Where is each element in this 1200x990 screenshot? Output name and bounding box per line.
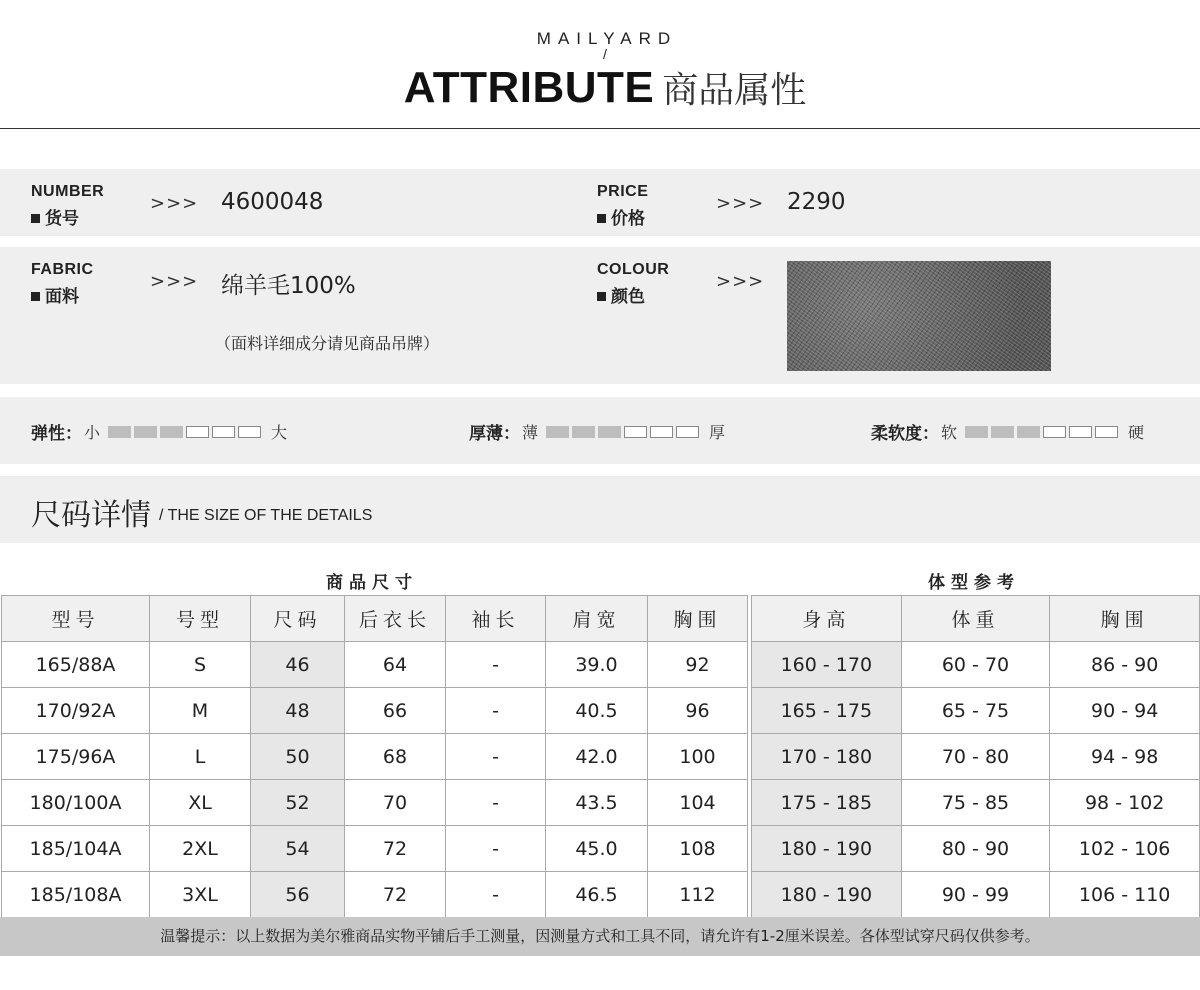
table-cell: 60 - 70: [901, 642, 1050, 688]
table-cell: XL: [150, 780, 251, 826]
attribute-row-number-price: [0, 169, 1200, 236]
table-row: [2, 826, 748, 872]
table-cell: 185/108A: [2, 872, 150, 918]
table-cell: -: [446, 826, 546, 872]
attribute-row-fabric-colour: [0, 247, 1200, 384]
column-header: 肩宽: [546, 596, 648, 642]
table-cell: 108: [648, 826, 748, 872]
table-cell: 50: [251, 734, 345, 780]
table-cell: 180/100A: [2, 780, 150, 826]
scale-name: 弹性：: [31, 424, 82, 444]
column-header: 尺码: [251, 596, 345, 642]
scale-high: 大: [271, 423, 288, 442]
table-row: [752, 688, 1200, 734]
table-cell: 42.0: [546, 734, 648, 780]
column-header: 后衣长: [345, 596, 446, 642]
brand-name: MAILYARD: [536, 29, 678, 48]
table-cell: 165 - 175: [752, 688, 902, 734]
column-header: 型号: [2, 596, 150, 642]
table-cell: 94 - 98: [1050, 734, 1200, 780]
size-title-cn: 尺码详情: [31, 498, 151, 533]
product-size-title: 商品尺寸: [326, 573, 418, 593]
table-header-row: [2, 596, 748, 642]
scale-cell: [572, 426, 595, 438]
table-cell: 112: [648, 872, 748, 918]
scale-high: 厚: [709, 423, 726, 442]
scale-cell: [598, 426, 621, 438]
body-reference-title: 体型参考: [928, 573, 1020, 593]
number-arrows: >>>: [150, 193, 199, 214]
table-cell: S: [150, 642, 251, 688]
table-cell: 165/88A: [2, 642, 150, 688]
table-cell: 102 - 106: [1050, 826, 1200, 872]
table-cell: 43.5: [546, 780, 648, 826]
table-cell: 70: [345, 780, 446, 826]
column-header: 胸围: [648, 596, 748, 642]
table-row: [2, 688, 748, 734]
table-row: [752, 734, 1200, 780]
fabric-note: （面料详细成分请见商品吊牌）: [215, 334, 440, 353]
table-cell: 98 - 102: [1050, 780, 1200, 826]
texture-scales: [0, 397, 1200, 464]
number-label-en: NUMBER: [31, 183, 105, 200]
table-cell: 46: [251, 642, 345, 688]
table-cell: 180 - 190: [752, 872, 902, 918]
bullet-square-icon: [597, 292, 606, 301]
size-title-en: / THE SIZE OF THE DETAILS: [159, 507, 373, 524]
table-row: [752, 826, 1200, 872]
table-cell: 68: [345, 734, 446, 780]
scale-name: 柔软度：: [871, 424, 939, 444]
table-cell: 90 - 99: [901, 872, 1050, 918]
table-row: [752, 642, 1200, 688]
scale-cell: [546, 426, 569, 438]
table-cell: L: [150, 734, 251, 780]
table-cell: 100: [648, 734, 748, 780]
table-cell: 40.5: [546, 688, 648, 734]
table-cell: -: [446, 688, 546, 734]
table-cell: 86 - 90: [1050, 642, 1200, 688]
fabric-value: 绵羊毛100%: [221, 273, 356, 299]
table-cell: M: [150, 688, 251, 734]
table-cell: 54: [251, 826, 345, 872]
page-title-cn: 商品属性: [662, 70, 807, 111]
scale-high: 硬: [1128, 423, 1145, 442]
table-cell: 65 - 75: [901, 688, 1050, 734]
table-cell: 185/104A: [2, 826, 150, 872]
table-cell: 75 - 85: [901, 780, 1050, 826]
table-cell: 48: [251, 688, 345, 734]
table-row: [2, 642, 748, 688]
table-cell: 175/96A: [2, 734, 150, 780]
bullet-square-icon: [597, 214, 606, 223]
fabric-arrows: >>>: [150, 271, 199, 292]
brand-slash: /: [603, 46, 607, 62]
table-row: [2, 780, 748, 826]
column-header: 体重: [901, 596, 1050, 642]
scale-cell: [212, 426, 235, 438]
table-cell: 39.0: [546, 642, 648, 688]
price-label-en: PRICE: [597, 183, 649, 200]
table-cell: -: [446, 872, 546, 918]
column-header: 号型: [150, 596, 251, 642]
number-label-cn: 货号: [31, 204, 79, 229]
fabric-label-cn: 面料: [31, 282, 79, 307]
table-cell: -: [446, 734, 546, 780]
scale-elasticity: [31, 419, 287, 444]
scale-cell: [1017, 426, 1040, 438]
size-section-header: [0, 476, 1200, 543]
table-cell: 80 - 90: [901, 826, 1050, 872]
price-arrows: >>>: [716, 193, 765, 214]
scale-cell: [160, 426, 183, 438]
scale-softness: [871, 419, 1144, 444]
body-reference-table: [751, 595, 1200, 918]
table-cell: 64: [345, 642, 446, 688]
table-cell: 3XL: [150, 872, 251, 918]
table-row: [2, 872, 748, 918]
scale-cell: [965, 426, 988, 438]
scale-cell: [134, 426, 157, 438]
table-cell: 46.5: [546, 872, 648, 918]
scale-name: 厚薄：: [469, 424, 520, 444]
scale-cell: [238, 426, 261, 438]
page-title: [0, 62, 1200, 113]
scale-cells: [108, 426, 264, 438]
bullet-square-icon: [31, 214, 40, 223]
table-cell: 45.0: [546, 826, 648, 872]
table-cell: 66: [345, 688, 446, 734]
scale-cells: [546, 426, 702, 438]
table-cell: 160 - 170: [752, 642, 902, 688]
table-cell: 175 - 185: [752, 780, 902, 826]
price-label-cn: 价格: [597, 204, 645, 229]
scale-cell: [650, 426, 673, 438]
footer-note: 温馨提示：以上数据为美尔雅商品实物平铺后手工测量，因测量方式和工具不同，请允许有1-2厘米误差。各体型试穿尺码仅供参考。: [0, 917, 1200, 956]
bullet-square-icon: [31, 292, 40, 301]
table-cell: 2XL: [150, 826, 251, 872]
table-cell: 92: [648, 642, 748, 688]
table-cell: -: [446, 642, 546, 688]
header-divider: [0, 128, 1200, 129]
scale-cells: [965, 426, 1121, 438]
scale-low: 薄: [522, 423, 539, 442]
table-header-row: [752, 596, 1200, 642]
scale-low: 软: [941, 423, 958, 442]
table-cell: 70 - 80: [901, 734, 1050, 780]
scale-cell: [624, 426, 647, 438]
table-row: [752, 780, 1200, 826]
table-row: [752, 872, 1200, 918]
price-value: 2290: [787, 189, 846, 215]
table-cell: 52: [251, 780, 345, 826]
scale-cell: [1095, 426, 1118, 438]
table-row: [2, 734, 748, 780]
product-size-table: [1, 595, 748, 918]
column-header: 袖长: [446, 596, 546, 642]
table-cell: 96: [648, 688, 748, 734]
scale-thickness: [469, 419, 725, 444]
table-cell: 170/92A: [2, 688, 150, 734]
table-cell: 180 - 190: [752, 826, 902, 872]
colour-label-en: COLOUR: [597, 261, 670, 278]
table-cell: 90 - 94: [1050, 688, 1200, 734]
scale-low: 小: [84, 423, 101, 442]
table-cell: 56: [251, 872, 345, 918]
table-cell: 106 - 110: [1050, 872, 1200, 918]
fabric-label-en: FABRIC: [31, 261, 94, 278]
scale-cell: [991, 426, 1014, 438]
scale-cell: [1043, 426, 1066, 438]
column-header: 胸围: [1050, 596, 1200, 642]
scale-cell: [676, 426, 699, 438]
column-header: 身高: [752, 596, 902, 642]
colour-label-cn: 颜色: [597, 282, 645, 307]
table-cell: 104: [648, 780, 748, 826]
scale-cell: [186, 426, 209, 438]
page-title-en: ATTRIBUTE: [403, 63, 655, 112]
table-cell: -: [446, 780, 546, 826]
table-cell: 170 - 180: [752, 734, 902, 780]
number-value: 4600048: [221, 189, 324, 215]
table-cell: 72: [345, 826, 446, 872]
table-cell: 72: [345, 872, 446, 918]
scale-cell: [1069, 426, 1092, 438]
colour-arrows: >>>: [716, 271, 765, 292]
colour-swatch: [787, 261, 1051, 371]
scale-cell: [108, 426, 131, 438]
